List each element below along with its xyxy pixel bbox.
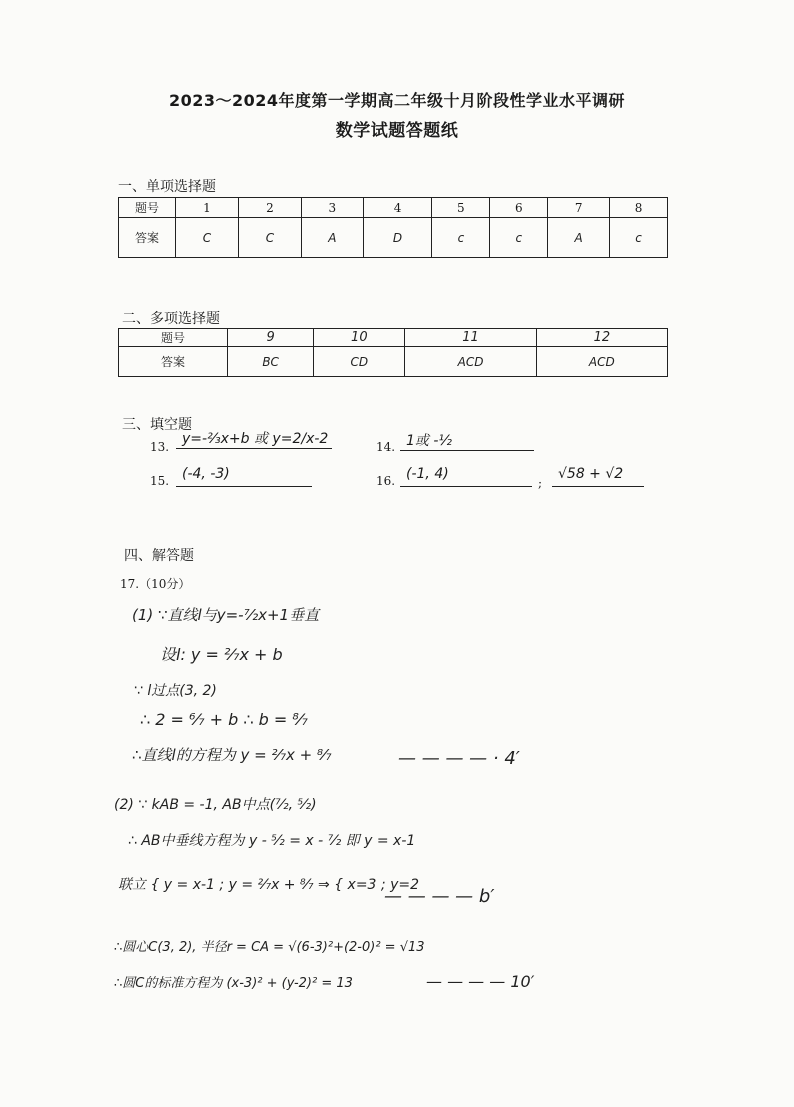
q13-number: 13. [150,440,170,454]
answer-cell: BC [228,347,314,377]
solution-line: 设l: y = ²⁄₇x + b [160,645,283,664]
row-label-answer: 答案 [119,218,176,258]
answer-cell: CD [314,347,405,377]
question-number: 6 [490,198,548,218]
exam-title: 2023～2024年度第一学期高二年级十月阶段性学业水平调研 [168,91,626,110]
multi-choice-answer-row [119,347,668,377]
q16-separator: ; [538,476,543,490]
q15-answer: (-4, -3) [176,466,312,487]
score-mark: — — — — 10′ [426,972,535,991]
question-number: 12 [536,329,667,347]
score-mark: — — — — · 4′ [398,748,520,769]
answer-cell: A [301,218,363,258]
answer-cell: D [363,218,432,258]
solution-line: (1) ∵直线l与y=-⁷⁄₂x+1垂直 [132,606,320,624]
section3-heading: 三、填空题 [122,417,192,433]
solution-line: ∴圆心C(3, 2), 半径r = CA = √(6-3)²+(2-0)² = √13 [114,940,425,955]
solution-line: ∴ 2 = ⁶⁄₇ + b ∴ b = ⁸⁄₇ [140,710,308,729]
sheet-subtitle: 数学试题答题纸 [335,121,459,141]
q17-label: 17.（10分） [120,577,191,591]
q13-answer: y=-²⁄₃x+b 或 y=2/x-2 [176,428,332,449]
row-label-answer: 答案 [119,347,228,377]
solution-line: ∴直线l的方程为 y = ²⁄₇x + ⁸⁄₇ [132,746,332,764]
question-number: 11 [405,329,536,347]
answer-cell: ACD [405,347,536,377]
answer-cell: c [610,218,668,258]
question-number: 2 [238,198,301,218]
question-number: 7 [548,198,610,218]
single-choice-number-row [119,198,668,218]
single-choice-answer-row [119,218,668,258]
row-label-number: 题号 [119,198,176,218]
q14-number: 14. [376,440,396,454]
score-mark: — — — — b′ [384,886,495,907]
section1-heading: 一、单项选择题 [118,179,216,195]
question-number: 10 [314,329,405,347]
answer-cell: c [490,218,548,258]
question-number: 1 [176,198,239,218]
single-choice-table [118,197,668,258]
answer-cell: ACD [536,347,667,377]
multi-choice-number-row [119,329,668,347]
q16-answer-2: √58 + √2 [552,466,644,487]
q16-number: 16. [376,474,396,488]
q15-number: 15. [150,474,170,488]
solution-line: ∴ AB中垂线方程为 y - ⁵⁄₂ = x - ⁷⁄₂ 即 y = x-1 [128,833,416,849]
question-number: 4 [363,198,432,218]
answer-cell: c [432,218,490,258]
section2-heading: 二、多项选择题 [122,311,220,327]
question-number: 8 [610,198,668,218]
row-label-number: 题号 [119,329,228,347]
question-number: 3 [301,198,363,218]
question-number: 9 [228,329,314,347]
answer-cell: A [548,218,610,258]
q16-answer-1: (-1, 4) [400,466,532,487]
section4-heading: 四、解答题 [124,548,194,564]
q14-answer: 1或 -½ [400,430,534,451]
solution-line: 联立 { y = x-1 ; y = ²⁄₇x + ⁸⁄₇ ⇒ { x=3 ; y=2 [118,877,419,893]
solution-line: (2) ∵ kAB = -1, AB中点(⁷⁄₂, ⁵⁄₂) [114,797,317,813]
solution-line: ∴圆C的标准方程为 (x-3)² + (y-2)² = 13 [114,976,353,991]
answer-cell: C [176,218,239,258]
question-number: 5 [432,198,490,218]
solution-line: ∵ l过点(3, 2) [134,683,217,699]
answer-cell: C [238,218,301,258]
multi-choice-table [118,328,668,377]
